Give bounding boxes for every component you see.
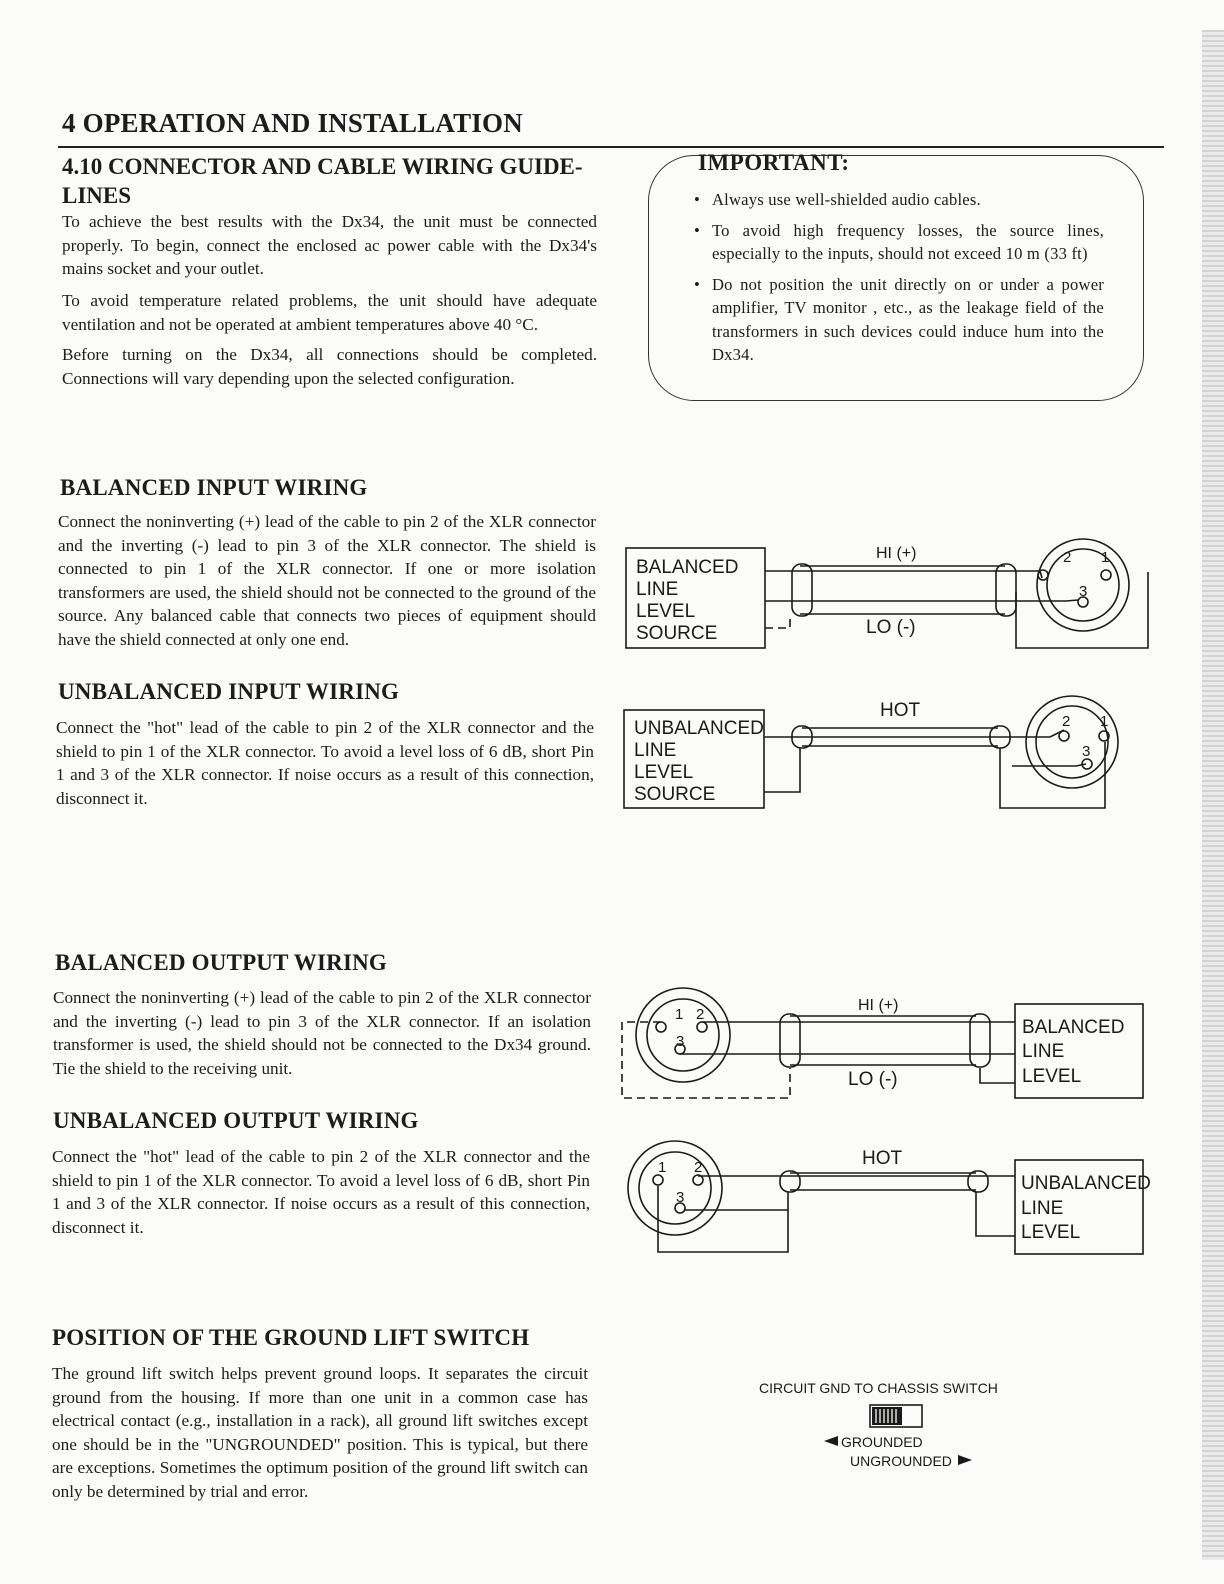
- box-label: BALANCED: [1022, 1017, 1125, 1038]
- important-bullet: • Always use well-shielded audio cables.: [694, 188, 1104, 212]
- short-wire: [1012, 764, 1086, 766]
- ground-switch-diagram: [759, 1380, 998, 1469]
- important-bullet: • Do not position the unit directly on or under a power amplifier, TV monitor , etc., as the leakage field of the transformers in such devices could induce hum into the Dx34.: [694, 273, 1104, 367]
- box-label: LEVEL: [1022, 1066, 1082, 1087]
- cable-sheath: [790, 1016, 976, 1065]
- switch-title: CIRCUIT GND TO CHASSIS SWITCH: [759, 1380, 998, 1396]
- pin-label: 1: [1101, 549, 1110, 566]
- box-label: LEVEL: [636, 601, 696, 622]
- xlr-pin: [1038, 570, 1048, 580]
- arrow-right-icon: [958, 1455, 972, 1465]
- sheath-end: [780, 1171, 800, 1192]
- xlr-pin: [656, 1022, 666, 1032]
- pin-label: 1: [1100, 713, 1109, 730]
- box-label: UNBALANCED: [634, 718, 764, 739]
- ungrounded-label: UNGROUNDED: [850, 1453, 952, 1469]
- pin-label: 2: [1063, 549, 1072, 566]
- ground-wire: [980, 1068, 1015, 1083]
- intro-paragraph-2: To avoid temperature related problems, the unit should have adequate ventilation and not be operated at ambient temperatures above 40 °C.: [62, 291, 597, 334]
- unbalanced-input-diagram: [624, 696, 1118, 808]
- pin-label: 1: [675, 1006, 684, 1023]
- shield-wire: [765, 618, 790, 628]
- box-label: SOURCE: [634, 784, 716, 805]
- pin-label: 3: [1082, 743, 1091, 760]
- intro-paragraph-1: To achieve the best results with the Dx34, the unit must be connected properly. To begin, connect the enclosed ac power cable with the Dx34's mains socket and your outlet.: [62, 212, 597, 278]
- lo-label: LO (-): [848, 1069, 898, 1090]
- unbalanced-output-heading: UNBALANCED OUTPUT WIRING: [53, 1108, 419, 1133]
- grounded-label: GROUNDED: [841, 1434, 923, 1450]
- hi-wire: [765, 571, 1042, 578]
- box-label: LINE: [634, 740, 677, 761]
- xlr-inner: [1036, 706, 1108, 778]
- ground-lift-text: The ground lift switch helps prevent ground loops. It separates the circuit ground from the housing. If more than one unit in a common case has electrical contact (e.g., installation in a rack), all ground lift switches except one should be in the "UNGROUNDED" position. This is typical, but there are exceptions. Sometimes the optimum position of the ground lift switch can only be determined by trial and error.: [52, 1364, 588, 1501]
- box-label: LINE: [1022, 1041, 1065, 1062]
- pin-label: 2: [1062, 713, 1071, 730]
- box-label: LEVEL: [1021, 1222, 1081, 1243]
- pin-label: 1: [658, 1159, 667, 1176]
- arrow-left-icon: [824, 1436, 838, 1446]
- cable-sheath: [800, 566, 1005, 614]
- xlr-pin: [653, 1175, 663, 1185]
- section-title: 4.10 CONNECTOR AND CABLE WIRING GUIDE-LINES: [62, 154, 583, 208]
- ground-wire: [976, 1192, 1015, 1236]
- box-label: BALANCED: [636, 557, 739, 578]
- pin-label: 3: [676, 1189, 685, 1206]
- chapter-title: 4 OPERATION AND INSTALLATION: [62, 108, 523, 138]
- pin-label: 3: [1079, 583, 1088, 600]
- unbalanced-input-heading: UNBALANCED INPUT WIRING: [58, 679, 400, 704]
- sheath-end: [968, 1171, 988, 1192]
- box-label: SOURCE: [636, 623, 718, 644]
- pin-label: 3: [676, 1033, 685, 1050]
- box-label: LEVEL: [634, 762, 694, 783]
- balanced-input-diagram: [626, 539, 1148, 648]
- balanced-input-heading: BALANCED INPUT WIRING: [60, 475, 368, 500]
- intro-paragraph-3: Before turning on the Dx34, all connections should be completed. Connections will vary depending upon the selected configuration.: [62, 345, 597, 388]
- hot-label: HOT: [880, 700, 921, 721]
- hot-wire: [764, 730, 1064, 737]
- xlr-connector: [628, 1141, 722, 1235]
- unbalanced-input-text: Connect the "hot" lead of the cable to pin 2 of the XLR connector and the shield to pin 1 of the XLR connector. To avoid a level loss of 6 dB, short Pin 1 and 3 of the XLR connector. If noise occurs as a result of this connection, disconnect it.: [56, 718, 594, 808]
- unbalanced-output-text: Connect the "hot" lead of the cable to pin 2 of the XLR connector and the shield to pin 1 of the XLR connector. To avoid a level loss of 6 dB, short Pin 1 and 3 of the XLR connector. If noise occurs as a result of this connection, disconnect it.: [52, 1147, 590, 1237]
- balanced-input-text: Connect the noninverting (+) lead of the cable to pin 2 of the XLR connector and the inverting (-) lead to pin 3 of the XLR connector. The shield is connected to pin 1 of the XLR connector. If one or more isolation transformers are used, the shield should not be connected to the ground of the source. Any balanced cable that connects two pieces of equipment should have the shield connected at only one end.: [58, 512, 596, 649]
- box-label: LINE: [636, 579, 679, 600]
- lo-label: LO (-): [866, 617, 916, 638]
- important-title: IMPORTANT:: [698, 150, 850, 175]
- balanced-output-text: Connect the noninverting (+) lead of the cable to pin 2 of the XLR connector and the inverting (-) lead to pin 3 of the XLR connector. If an isolation transformer is used, the shield should not be connected to the Dx34 ground. Tie the shield to the receiving unit.: [53, 988, 591, 1078]
- balanced-output-heading: BALANCED OUTPUT WIRING: [55, 950, 387, 975]
- pin-label: 2: [696, 1006, 705, 1023]
- hi-label: HI (+): [858, 997, 899, 1014]
- hi-label: HI (+): [876, 545, 917, 562]
- pin-label: 2: [694, 1159, 703, 1176]
- hot-label: HOT: [862, 1148, 903, 1169]
- box-label: LINE: [1021, 1198, 1064, 1219]
- xlr-pin: [1059, 731, 1069, 741]
- xlr-pin: [697, 1022, 707, 1032]
- shield-wire: [764, 748, 800, 792]
- box-label: UNBALANCED: [1021, 1173, 1151, 1194]
- unbalanced-output-diagram: [628, 1141, 1151, 1254]
- xlr-pin: [1101, 570, 1111, 580]
- balanced-output-diagram: [622, 988, 1143, 1098]
- ground-lift-heading: POSITION OF THE GROUND LIFT SWITCH: [52, 1325, 530, 1350]
- important-bullet: • To avoid high frequency losses, the source lines, especially to the inputs, should not exceed 10 m (33 ft): [694, 219, 1104, 266]
